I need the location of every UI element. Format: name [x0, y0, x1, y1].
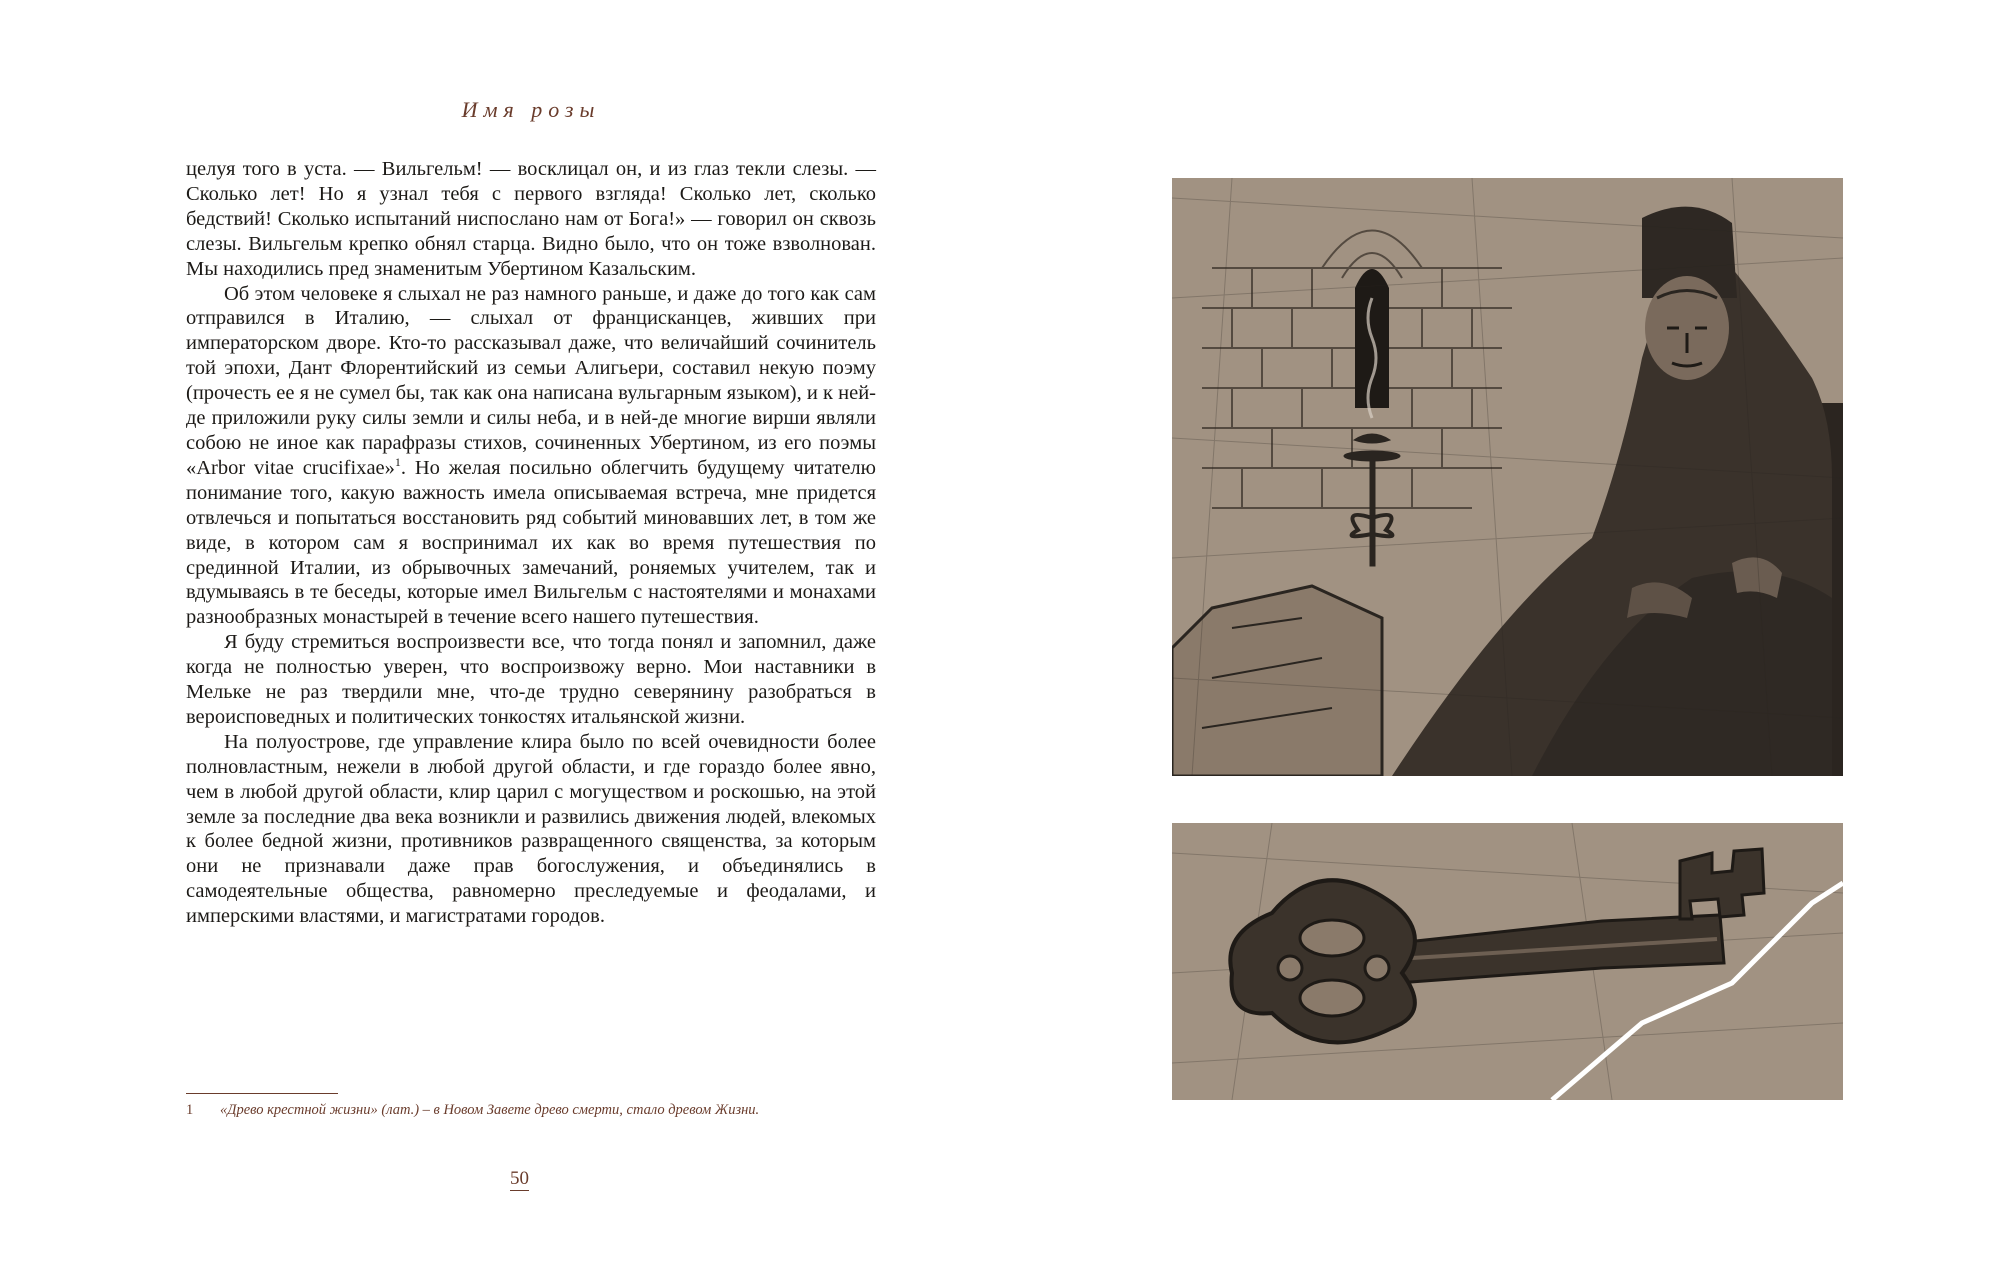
key-drawing [1172, 823, 1843, 1100]
body-text [186, 157, 876, 929]
footnote-rule [186, 1093, 338, 1094]
paragraph-1: целуя того в уста. — Вильгельм! — восклицал он, и из глаз текли слезы. — Сколько лет! Но я узнал тебя с первого взгляда! Сколько лет, сколько бедствий! Сколько испытаний ниспослано нам от Бога!» — говорил он сквозь слезы. Вильгельм крепко обнял старца. Видно было, что он тоже взволнован. Мы находились пред знаменитым Убертином Казальским. [186, 158, 876, 280]
illustration-key [1172, 823, 1843, 1100]
footnote [186, 1101, 876, 1119]
monk-drawing [1172, 178, 1843, 776]
footnote-ref[interactable]: 1 [394, 454, 401, 469]
footnote-quote: «Древо крестной жизни» [220, 1102, 378, 1118]
paragraph-4: На полуострове, где управление клира было по всей очевидности более полновластным, нежели в любой другой области, и где гораздо более явно, чем в любой другой области, клир царил с могуществом и роскошью, на этой земле за последние два века возникли и развились движения людей, влекомых к более бедной жизни, противников развращенного священства, за которым они не признавали даже прав богослужения, и объединялись в самодеятельные общества, равномерно преследуемые и феодалами, и имперскими властями, и магистратами городов. [186, 730, 876, 928]
paragraph-2-text-b: . Но желая посильно облегчить будущему читателю понимание того, какую важность имела описываемая встреча, мне придется отвлечься и попытаться восстановить ряд событий миновавших лет, в том же виде, в котором сам я воспринимал их как во время путешествия по срединной Италии, из обрывочных замечаний, роняемых учителем, так и вдумываясь в те беседы, которые имел Вильгельм с настоятелями и монахами разнообразных монастырей в течение всего нашего путешествия. [186, 456, 876, 629]
paragraph-3: Я буду стремиться воспроизвести все, что тогда понял и запомнил, даже когда не полностью уверен, что воспроизвожу верно. Мои наставники в Мельке не раз твердили мне, что-де трудно северянину разобраться в вероисповедных и политических тонкостях итальянской жизни. [186, 631, 876, 728]
paragraph-2 [186, 282, 876, 631]
footnote-text: (лат.) – в Новом Завете древо смерти, стало древом Жизни. [381, 1102, 760, 1118]
page-number: 50 [510, 1168, 529, 1189]
footnote-number: 1 [186, 1102, 194, 1118]
running-head: Имя розы [461, 97, 601, 122]
paragraph-2-text-a: Об этом человеке я слыхал не раз намного раньше, и даже до того как сам отправился в Италию, — слыхал от францисканцев, живших при императорском дворе. Кто-то рассказывал даже, что величайший сочинитель той эпохи, Дант Флорентийский из семьи Алигьери, составил некую поэму (прочесть ее я не сумел бы, так как она написана вульгарным языком), и к ней-де приложили руку силы земли и силы неба, и в ней-де многие вирши являли собою не иное как парафразы стихов, сочиненных Убертином, из его поэмы «Arbor vitae crucifixae» [186, 282, 876, 479]
illustration-monk [1172, 178, 1843, 776]
